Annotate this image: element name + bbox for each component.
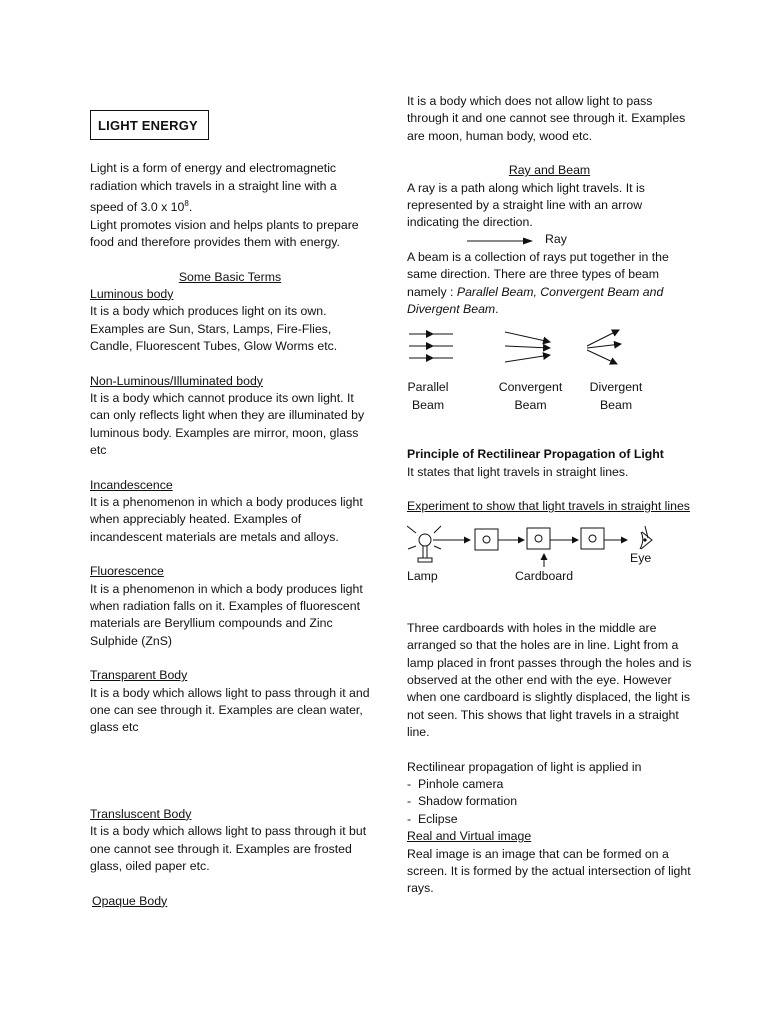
beam-text — [407, 249, 692, 319]
beam-end: . — [495, 302, 499, 317]
principle-text: It states that light travels in straight lines. — [407, 464, 629, 479]
convergent-beam-figure — [505, 332, 550, 362]
intro-text: Light is a form of energy and electromagnetic radiation which travels in a straight line with a speed of 3.0 x 10 — [90, 161, 337, 215]
experiment-heading: Experiment to show that light travels in straight lines — [407, 499, 690, 514]
beam-text-main: A beam is a collection of rays put together in the same direction. There are three types of beam namely : — [407, 249, 669, 299]
beam-diagrams — [407, 318, 692, 446]
experiment-text: Three cardboards with holes in the middle are arranged so that the holes are in line. Light from a lamp placed in front passes through the holes and is observed at the other end with the eye. However when one cardboard is slightly displaced, the light is not seen. This shows that light travels in a straight line. — [407, 620, 692, 740]
eye-label: Eye — [630, 550, 652, 565]
lamp-figure — [407, 526, 441, 562]
ray-text: A ray is a path along which light travels. It is represented by a straight line with an arrow indicating the direction. — [407, 180, 645, 230]
applications-list — [407, 776, 692, 828]
parallel-label-1: Parallel — [407, 380, 449, 395]
real-image-text: Real image is an image that can be formed on a screen. It is formed by the actual intersection of light rays. — [407, 846, 691, 896]
transluscent-text: It is a body which allows light to pass through it but one cannot see through it. Examples are frosted glass, oiled paper etc. — [90, 824, 367, 874]
parallel-beam-label — [407, 379, 449, 414]
divergent-label-1: Divergent — [589, 380, 643, 395]
lamp-label: Lamp — [407, 568, 438, 583]
nonluminous-text: It is a body which cannot produce its own light. It can only reflects light when they are illuminated by luminous body. Examples are mirror, moon, glass etc — [90, 390, 365, 458]
list-item: - Eclipse — [407, 811, 692, 828]
luminous-text: It is a body which produces light on its own. Examples are Sun, Stars, Lamps, Fire-Flies, Candle, Fluorescent Tubes, Glow Worms etc. — [90, 304, 338, 354]
fluorescence-text: It is a phenomenon in which a body produces light when radiation falls on it. Examples of fluorescent materials are Beryllium compounds and Zinc Sulphide (ZnS) — [90, 581, 363, 648]
applied-intro: Rectilinear propagation of light is applied in — [407, 759, 642, 774]
opaque-heading: Opaque Body — [92, 893, 168, 908]
list-item: - Pinhole camera — [407, 776, 692, 793]
ray-arrowhead — [523, 237, 533, 244]
convergent-beam-label — [493, 379, 568, 414]
incandescence-text: It is a phenomenon in which a body produces light when appreciably heated. Examples of incandescent materials are metals and alloys. — [90, 495, 363, 544]
nonluminous-heading: Non-Luminous/Illuminated body — [90, 373, 263, 388]
intro-paragraph-2: Light promotes vision and helps plants to prepare food and therefore provides them with energy. — [90, 217, 359, 250]
fluorescence-heading: Fluorescence — [90, 564, 164, 579]
transluscent-heading: Transluscent Body — [90, 806, 192, 821]
basic-terms-heading: Some Basic Terms — [178, 269, 282, 284]
opaque-heading-row — [90, 893, 370, 910]
experiment-diagram — [407, 516, 692, 620]
document-title: LIGHT ENERGY — [90, 110, 209, 140]
eye-icon — [640, 526, 652, 549]
ray-figure — [407, 232, 692, 249]
exponent: 8 — [184, 199, 189, 209]
opaque-text: It is a body which does not allow light to pass through it and one cannot see through it. Examples are moon, human body, wood etc. — [407, 94, 686, 143]
cardboard-3 — [581, 528, 604, 549]
transparent-heading: Transparent Body — [90, 668, 188, 683]
cardboard-2 — [527, 528, 550, 549]
divergent-label-2: Beam — [599, 397, 633, 412]
divergent-beam-figure — [587, 330, 621, 364]
beam-types: Parallel Beam, Convergent Beam and Divergent Beam — [407, 284, 664, 317]
parallel-beam-figure — [409, 334, 453, 358]
cardboard-label: Cardboard — [515, 568, 574, 583]
real-virtual-heading: Real and Virtual image — [407, 829, 532, 844]
luminous-heading: Luminous body — [90, 286, 174, 301]
intro-end: . — [188, 200, 193, 215]
left-column — [90, 110, 370, 910]
principle-heading: Principle of Rectilinear Propagation of Light — [407, 447, 664, 462]
intro-paragraph — [90, 160, 370, 216]
convergent-label-1: Convergent — [498, 380, 563, 395]
right-column — [407, 93, 692, 898]
transparent-text: It is a body which allows light to pass through it and one can see through it. Examples are clean water, glass etc — [90, 685, 370, 735]
ray-beam-heading: Ray and Beam — [508, 163, 591, 178]
divergent-beam-label — [583, 379, 649, 414]
ray-label: Ray — [545, 231, 567, 246]
incandescence-heading: Incandescence — [90, 477, 173, 492]
convergent-label-2: Beam — [514, 397, 547, 412]
list-item: - Shadow formation — [407, 793, 692, 810]
parallel-label-2: Beam — [411, 397, 445, 412]
cardboard-1 — [475, 529, 498, 550]
